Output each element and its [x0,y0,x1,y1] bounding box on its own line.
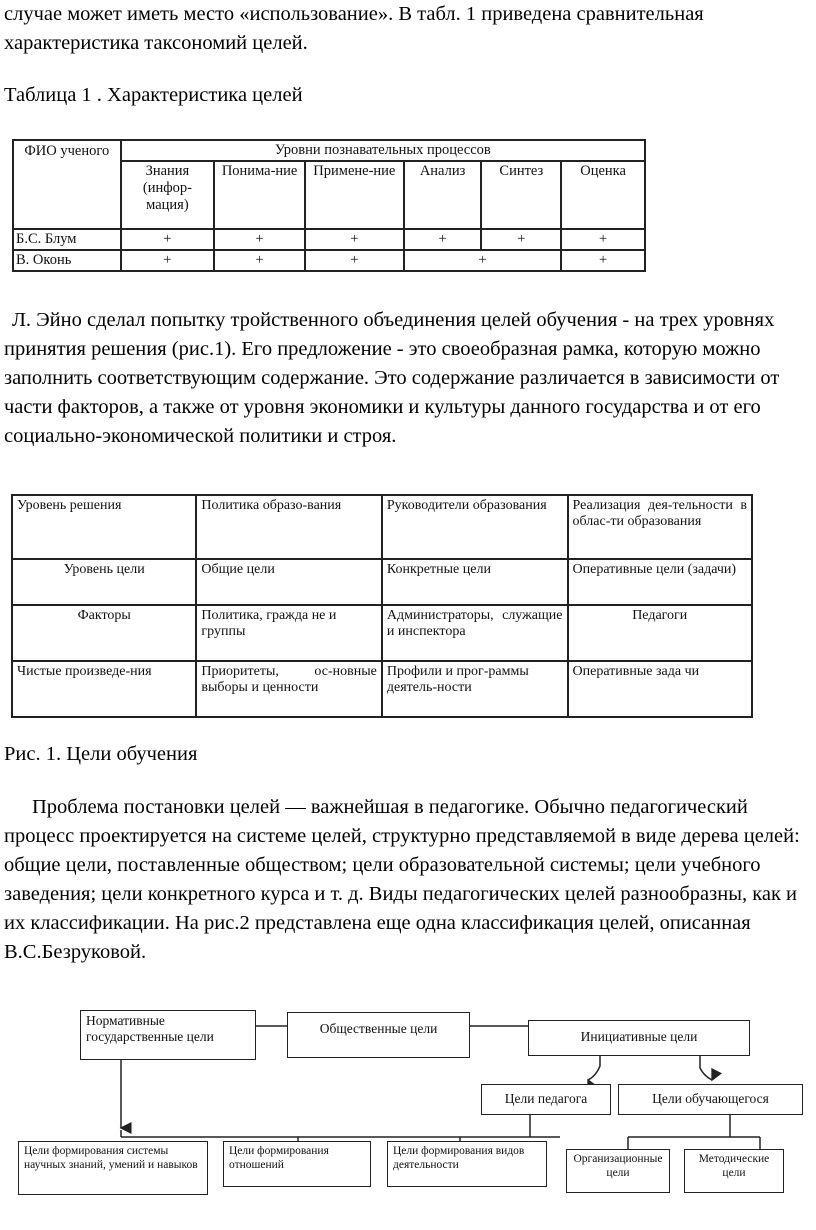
fig1-row [12,495,752,559]
fig1-cell: Руководители образования [382,495,568,559]
fig1-cell: Педагоги [568,605,753,661]
level-understanding: Понима-ние [214,161,305,229]
row-name-bloom: Б.С. Блум [13,229,121,250]
mark: + [214,250,305,271]
mark: + [404,250,562,271]
fig1-row [12,605,752,661]
mark: + [214,229,305,250]
figure1-caption [4,740,812,769]
mark: + [121,229,215,250]
table-caption-text: Таблица 1 . Характеристика целей [4,84,303,106]
fig1-row [12,661,752,717]
mark: + [561,250,645,271]
normative-goals-box: Нормативные государственные цели [80,1010,256,1060]
fig1-cell: Профили и прог-раммы деятель-ности [382,661,568,717]
table-caption [4,81,812,110]
fig1-cell: Оперативные цели (задачи) [568,559,753,605]
intro-paragraph [4,0,812,58]
level-analysis: Анализ [404,161,482,229]
fig1-cell: Факторы [12,605,196,661]
fig1-cell: Уровень цели [12,559,196,605]
mark: + [561,229,645,250]
header-scientist: ФИО ученого [13,140,121,229]
fig1-cell: Оперативные зада чи [568,661,753,717]
organizational-goals-box: Организационные цели [566,1149,670,1193]
fig1-cell: Администраторы, служащие и инспектора [382,605,568,661]
teacher-goals-box: Цели педагога [481,1084,611,1115]
fig1-cell: Политика, гражда не и группы [196,605,381,661]
fig1-cell: Чистые произведе-ния [12,661,196,717]
activities-goals-box: Цели формирования видов деятельности [387,1141,547,1187]
level-evaluation: Оценка [561,161,645,229]
header-levels: Уровни познавательных процессов [121,140,645,161]
taxonomy-table [12,139,646,272]
mark: + [481,229,561,250]
figure1-table [11,494,753,718]
fig1-cell: Политика образо-вания [196,495,381,559]
relations-goals-box: Цели формирования отношений [223,1141,371,1187]
fig1-row [12,559,752,605]
table-row [13,229,645,250]
knowledge-goals-box: Цели формирования системы научных знаний, умений и навыков [18,1141,208,1195]
table-row [13,250,645,271]
level-knowledge: Знания (инфор-мация) [121,161,215,229]
level-synthesis: Синтез [481,161,561,229]
mark: + [305,250,404,271]
fig1-cell: Уровень решения [12,495,196,559]
row-name-okon: В. Оконь [13,250,121,271]
intro-text: случае может иметь место «использование». В табл. 1 приведена сравнительная характеристика таксономий целей. [4,3,704,54]
fig1-cell: Реализация дея-тельности в облас-ти образования [568,495,753,559]
mark: + [404,229,482,250]
eino-paragraph [4,306,812,451]
social-goals-box: Общественные цели [287,1012,470,1058]
fig1-cell: Конкретные цели [382,559,568,605]
table-header-row [13,140,645,161]
problem-paragraph [4,793,812,967]
mark: + [305,229,404,250]
student-goals-box: Цели обучающегося [618,1084,803,1115]
figure1-caption-text: Рис. 1. Цели обучения [4,743,198,765]
problem-text: Проблема постановки целей — важнейшая в педагогике. Обычно педагогический процесс проектируется на системе целей, структурно представляемой в виде дерева целей: общие цели, поставленные обществом; цели образовательной системы; цели учебного заведения; цели конкретного курса и т. д. Виды педагогических целей разнообразны, как и их классификации. На рис.2 представлена еще одна классификация целей, описанная В.С.Безруковой. [4,796,800,963]
eino-text: Л. Эйно сделал попытку тройственного объединения целей обучения - на трех уровнях принятия решения (рис.1). Его предложение - это своеобразная рамка, которую можно заполнить соответствующим содержание. Это содержание различается в зависимости от части факторов, а также от уровня экономики и культуры данного государства и от его социально-экономической политики и строя. [4,309,780,447]
mark: + [121,250,215,271]
initiative-goals-box: Инициативные цели [528,1020,750,1056]
methodical-goals-box: Методические цели [684,1149,784,1193]
level-application: Примене-ние [305,161,404,229]
fig1-cell: Общие цели [196,559,381,605]
goals-diagram [0,1000,816,1230]
fig1-cell: Приоритеты, ос-новные выборы и ценности [196,661,381,717]
